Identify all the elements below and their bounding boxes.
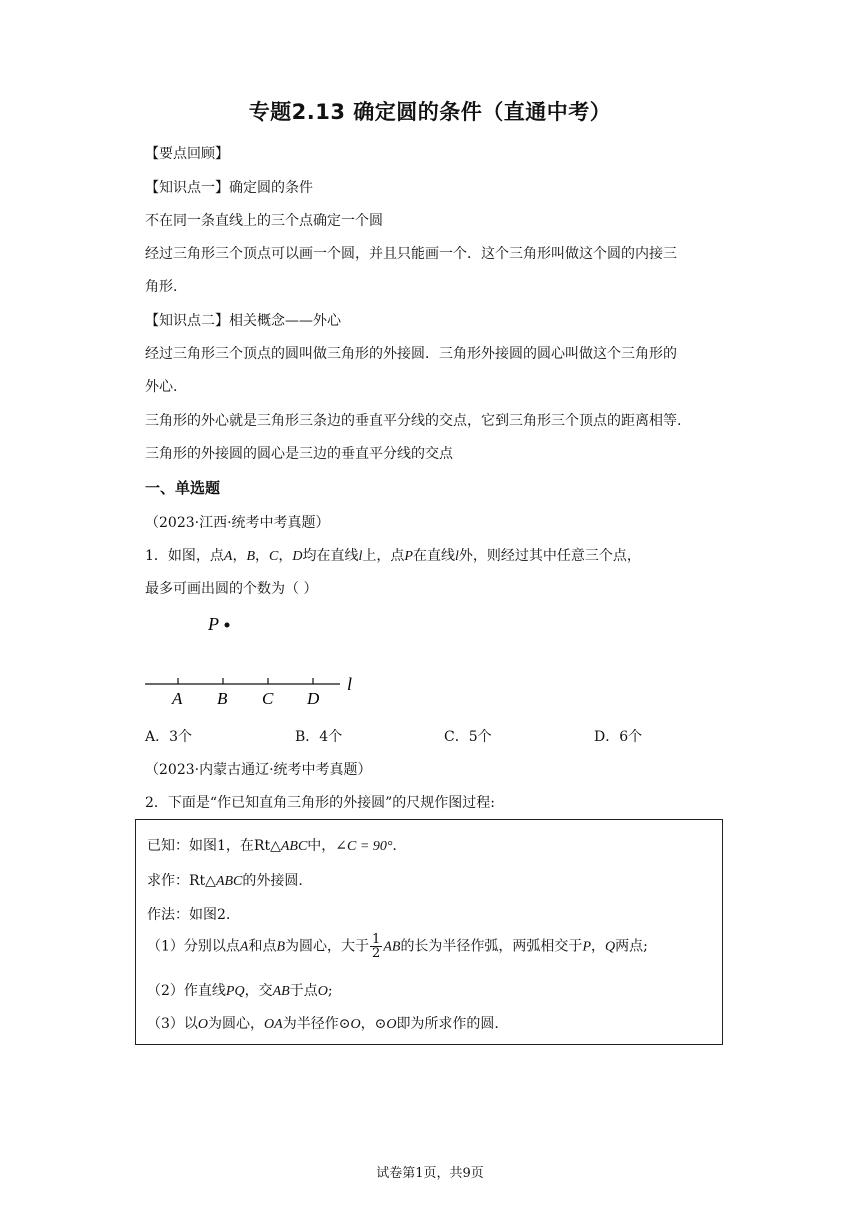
label-c: C [262,689,274,708]
kp2-line-4: 三角形的外接圆的圆心是三边的垂直平分线的交点 [145,446,453,462]
q1-option-b[interactable]: B．4个 [295,729,343,745]
q2-source: （2023·内蒙古通辽·统考中考真题） [145,762,372,778]
q1-option-c[interactable]: C．5个 [444,729,492,745]
kp1-line-2: 经过三角形三个顶点可以画一个圆，并且只能画一个．这个三角形叫做这个圆的内接三 [145,246,677,262]
kp2-line-2: 外心. [145,379,178,395]
box-method: 作法：如图2. [147,907,231,923]
page-footer: 试卷第1页，共9页 [376,1166,484,1181]
q1-option-d[interactable]: D．6个 [594,729,643,745]
kp2-line-3: 三角形的外心就是三角形三条边的垂直平分线的交点，它到三角形三个顶点的距离相等. [145,413,682,429]
fraction-one-half: $\frac{1}{2}$ [372,932,381,961]
kp2-heading: 【知识点二】相关概念——外心 [145,313,341,329]
box-given: 已知：如图1，在Rt△ABC中，∠C = 90°. [147,838,397,854]
q1-source: （2023·江西·统考中考真题） [145,515,330,531]
page-title: 专题2.13 确定圆的条件（直通中考） [248,100,612,124]
q1-text-line-2: 最多可画出圆的个数为（ ） [145,581,318,597]
q1-option-a[interactable]: A．3个 [145,729,193,745]
kp1-line-1: 不在同一条直线上的三个点确定一个圆 [145,213,383,229]
kp1-line-3: 角形. [145,279,178,295]
q1-text: 1．如图，点A，B，C，D均在直线l上，点P在直线l外，则经过其中任意三个点， [145,548,641,564]
construction-box [135,819,723,1045]
label-a: A [172,689,183,708]
kp1-heading: 【知识点一】确定圆的条件 [145,180,313,196]
kp2-line-1: 经过三角形三个顶点的圆叫做三角形的外接圆．三角形外接圆的圆心叫做这个三角形的 [145,346,677,362]
q1-figure [140,610,380,710]
box-step-1: （1）分别以点A和点B为圆心，大于 $\frac{1}{2}$ AB的长为半径作弧，两弧相交于P，Q两点; [147,932,648,961]
point-p-label: P [208,614,219,634]
box-step-2: （2）作直线PQ，交AB于点O; [147,983,333,999]
box-step-3: （3）以O为圆心，OA为半径作⊙O，⊙O即为所求作的圆. [147,1016,499,1032]
box-find: 求作：Rt△ABC的外接圆. [147,873,303,889]
section-heading: 一、单选题 [145,479,221,497]
review-heading: 【要点回顾】 [145,146,229,162]
label-d: D [307,689,320,708]
point-p-dot [225,623,230,628]
line-l-label: l [347,674,353,694]
q2-intro: 2．下面是“作已知直角三角形的外接圆”的尺规作图过程: [145,795,495,811]
label-b: B [217,689,228,708]
